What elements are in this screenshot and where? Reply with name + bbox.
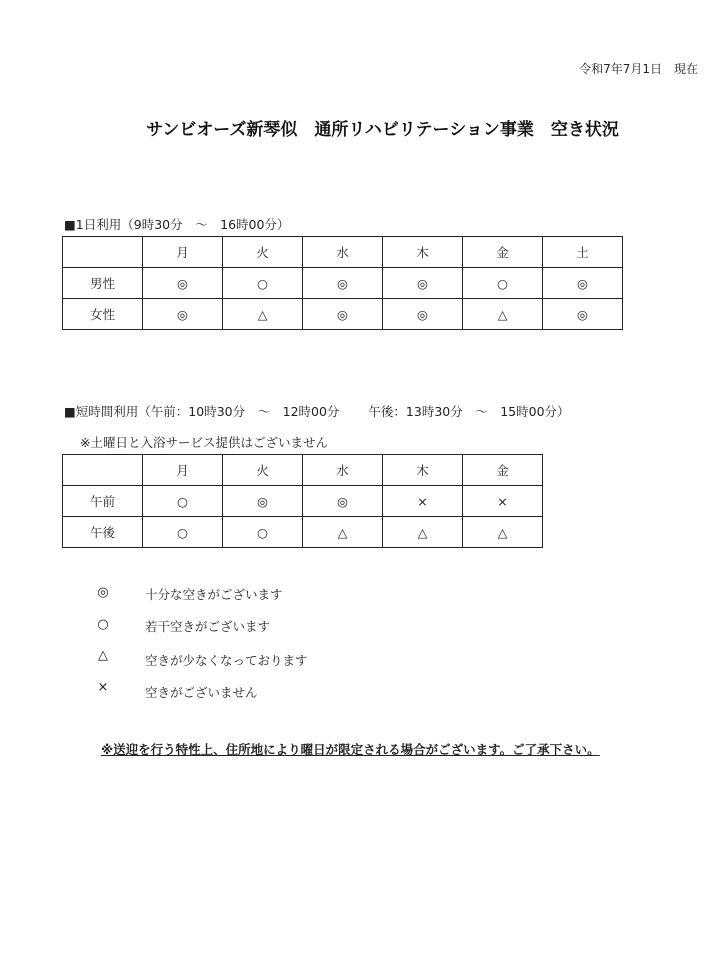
table-row [63, 268, 623, 299]
availability-cell: ◎ [543, 299, 623, 330]
availability-cell: △ [383, 517, 463, 548]
legend-text: 空きがございません [145, 685, 258, 700]
availability-cell: △ [463, 299, 543, 330]
day-header: 木 [383, 455, 463, 486]
row-label: 午前 [63, 486, 143, 517]
day-header: 水 [303, 455, 383, 486]
availability-cell: ◎ [143, 268, 223, 299]
as-of-date: 令和7年7月1日 現在 [579, 62, 698, 76]
corner-cell [63, 455, 143, 486]
short-time-table [62, 454, 543, 548]
availability-cell: △ [303, 517, 383, 548]
full-day-heading: ■1日利用（9時30分 ～ 16時00分） [64, 217, 290, 232]
legend-text: 若干空きがございます [145, 619, 271, 634]
availability-cell: ○ [463, 268, 543, 299]
availability-cell: ○ [143, 517, 223, 548]
availability-cell: × [463, 486, 543, 517]
table-header-row [63, 455, 543, 486]
transport-footnote: ※送迎を行う特性上、住所地により曜日が限定される場合がございます。ご了承下さい。 [101, 742, 600, 757]
availability-cell: ○ [223, 268, 303, 299]
day-header: 金 [463, 455, 543, 486]
availability-cell: ◎ [303, 299, 383, 330]
legend-symbol: △ [98, 648, 108, 663]
row-label: 午後 [63, 517, 143, 548]
day-header: 水 [303, 237, 383, 268]
table-row [63, 299, 623, 330]
row-label: 男性 [63, 268, 143, 299]
table-row [63, 486, 543, 517]
availability-cell: ◎ [143, 299, 223, 330]
availability-cell: ◎ [303, 268, 383, 299]
legend-text: 空きが少なくなっております [145, 653, 308, 668]
day-header: 月 [143, 455, 223, 486]
day-header: 木 [383, 237, 463, 268]
day-header: 火 [223, 237, 303, 268]
short-time-heading: ■短時間利用（午前：10時30分 ～ 12時00分 午後：13時30分 ～ 15時00分） [64, 404, 570, 419]
availability-cell: × [383, 486, 463, 517]
availability-cell: ◎ [383, 268, 463, 299]
full-day-table [62, 236, 623, 330]
availability-cell: △ [223, 299, 303, 330]
availability-cell: △ [463, 517, 543, 548]
table-row [63, 517, 543, 548]
corner-cell [63, 237, 143, 268]
legend-text: 十分な空きがございます [145, 587, 283, 602]
availability-cell: ◎ [223, 486, 303, 517]
day-header: 土 [543, 237, 623, 268]
page-title: サンビオーズ新琴似 通所リハビリテーション事業 空き状況 [146, 120, 619, 140]
legend-symbol: × [97, 680, 109, 695]
legend-symbol: ○ [97, 617, 109, 632]
day-header: 月 [143, 237, 223, 268]
table-header-row [63, 237, 623, 268]
legend-symbol: ◎ [97, 585, 109, 600]
availability-cell: ◎ [543, 268, 623, 299]
availability-cell: ○ [223, 517, 303, 548]
row-label: 女性 [63, 299, 143, 330]
short-time-subnote: ※土曜日と入浴サービス提供はございません [80, 435, 328, 450]
day-header: 金 [463, 237, 543, 268]
availability-cell: ◎ [383, 299, 463, 330]
availability-cell: ◎ [303, 486, 383, 517]
day-header: 火 [223, 455, 303, 486]
availability-cell: ○ [143, 486, 223, 517]
